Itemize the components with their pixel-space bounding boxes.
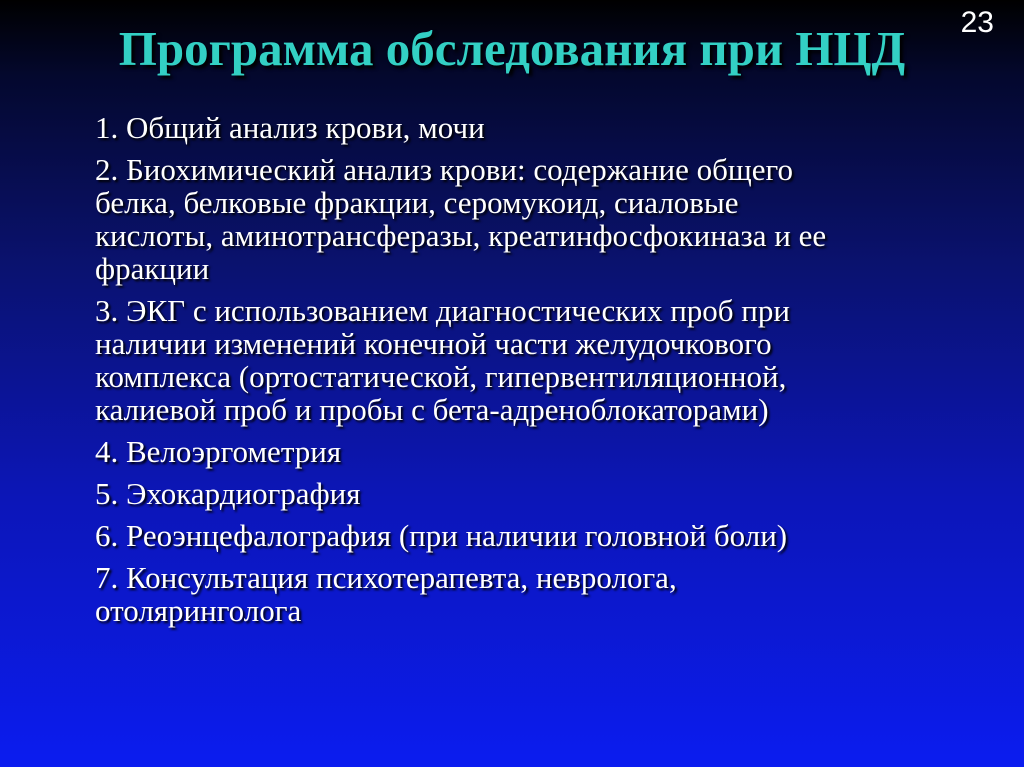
slide-title: Программа обследования при НЦД [118, 21, 906, 76]
list-item: 1. Общий анализ крови, мочи [95, 110, 485, 145]
list-item: 3. ЭКГ с использованием диагностических проб при наличии изменений конечной части желудочкового комплекса (ортостатической, гипервентиляционной, калиевой проб и пробы с бета-адреноблокаторами) [95, 293, 790, 427]
list-item: 2. Биохимический анализ крови: содержание общего белка, белковые фракции, серомукоид, сиаловые кислоты, аминотрансферазы, креатинфосфокиназа и ее фракции [95, 152, 827, 286]
slide-number: 23 [960, 6, 994, 39]
list-item: 4. Велоэргометрия [95, 434, 342, 469]
list-item: 7. Консультация психотерапевта, невролога, отоляринголога [95, 560, 677, 628]
examination-list [95, 111, 925, 636]
list-item: 5. Эхокардиография [95, 476, 361, 511]
list-item: 6. Реоэнцефалография (при наличии головной боли) [95, 518, 788, 553]
